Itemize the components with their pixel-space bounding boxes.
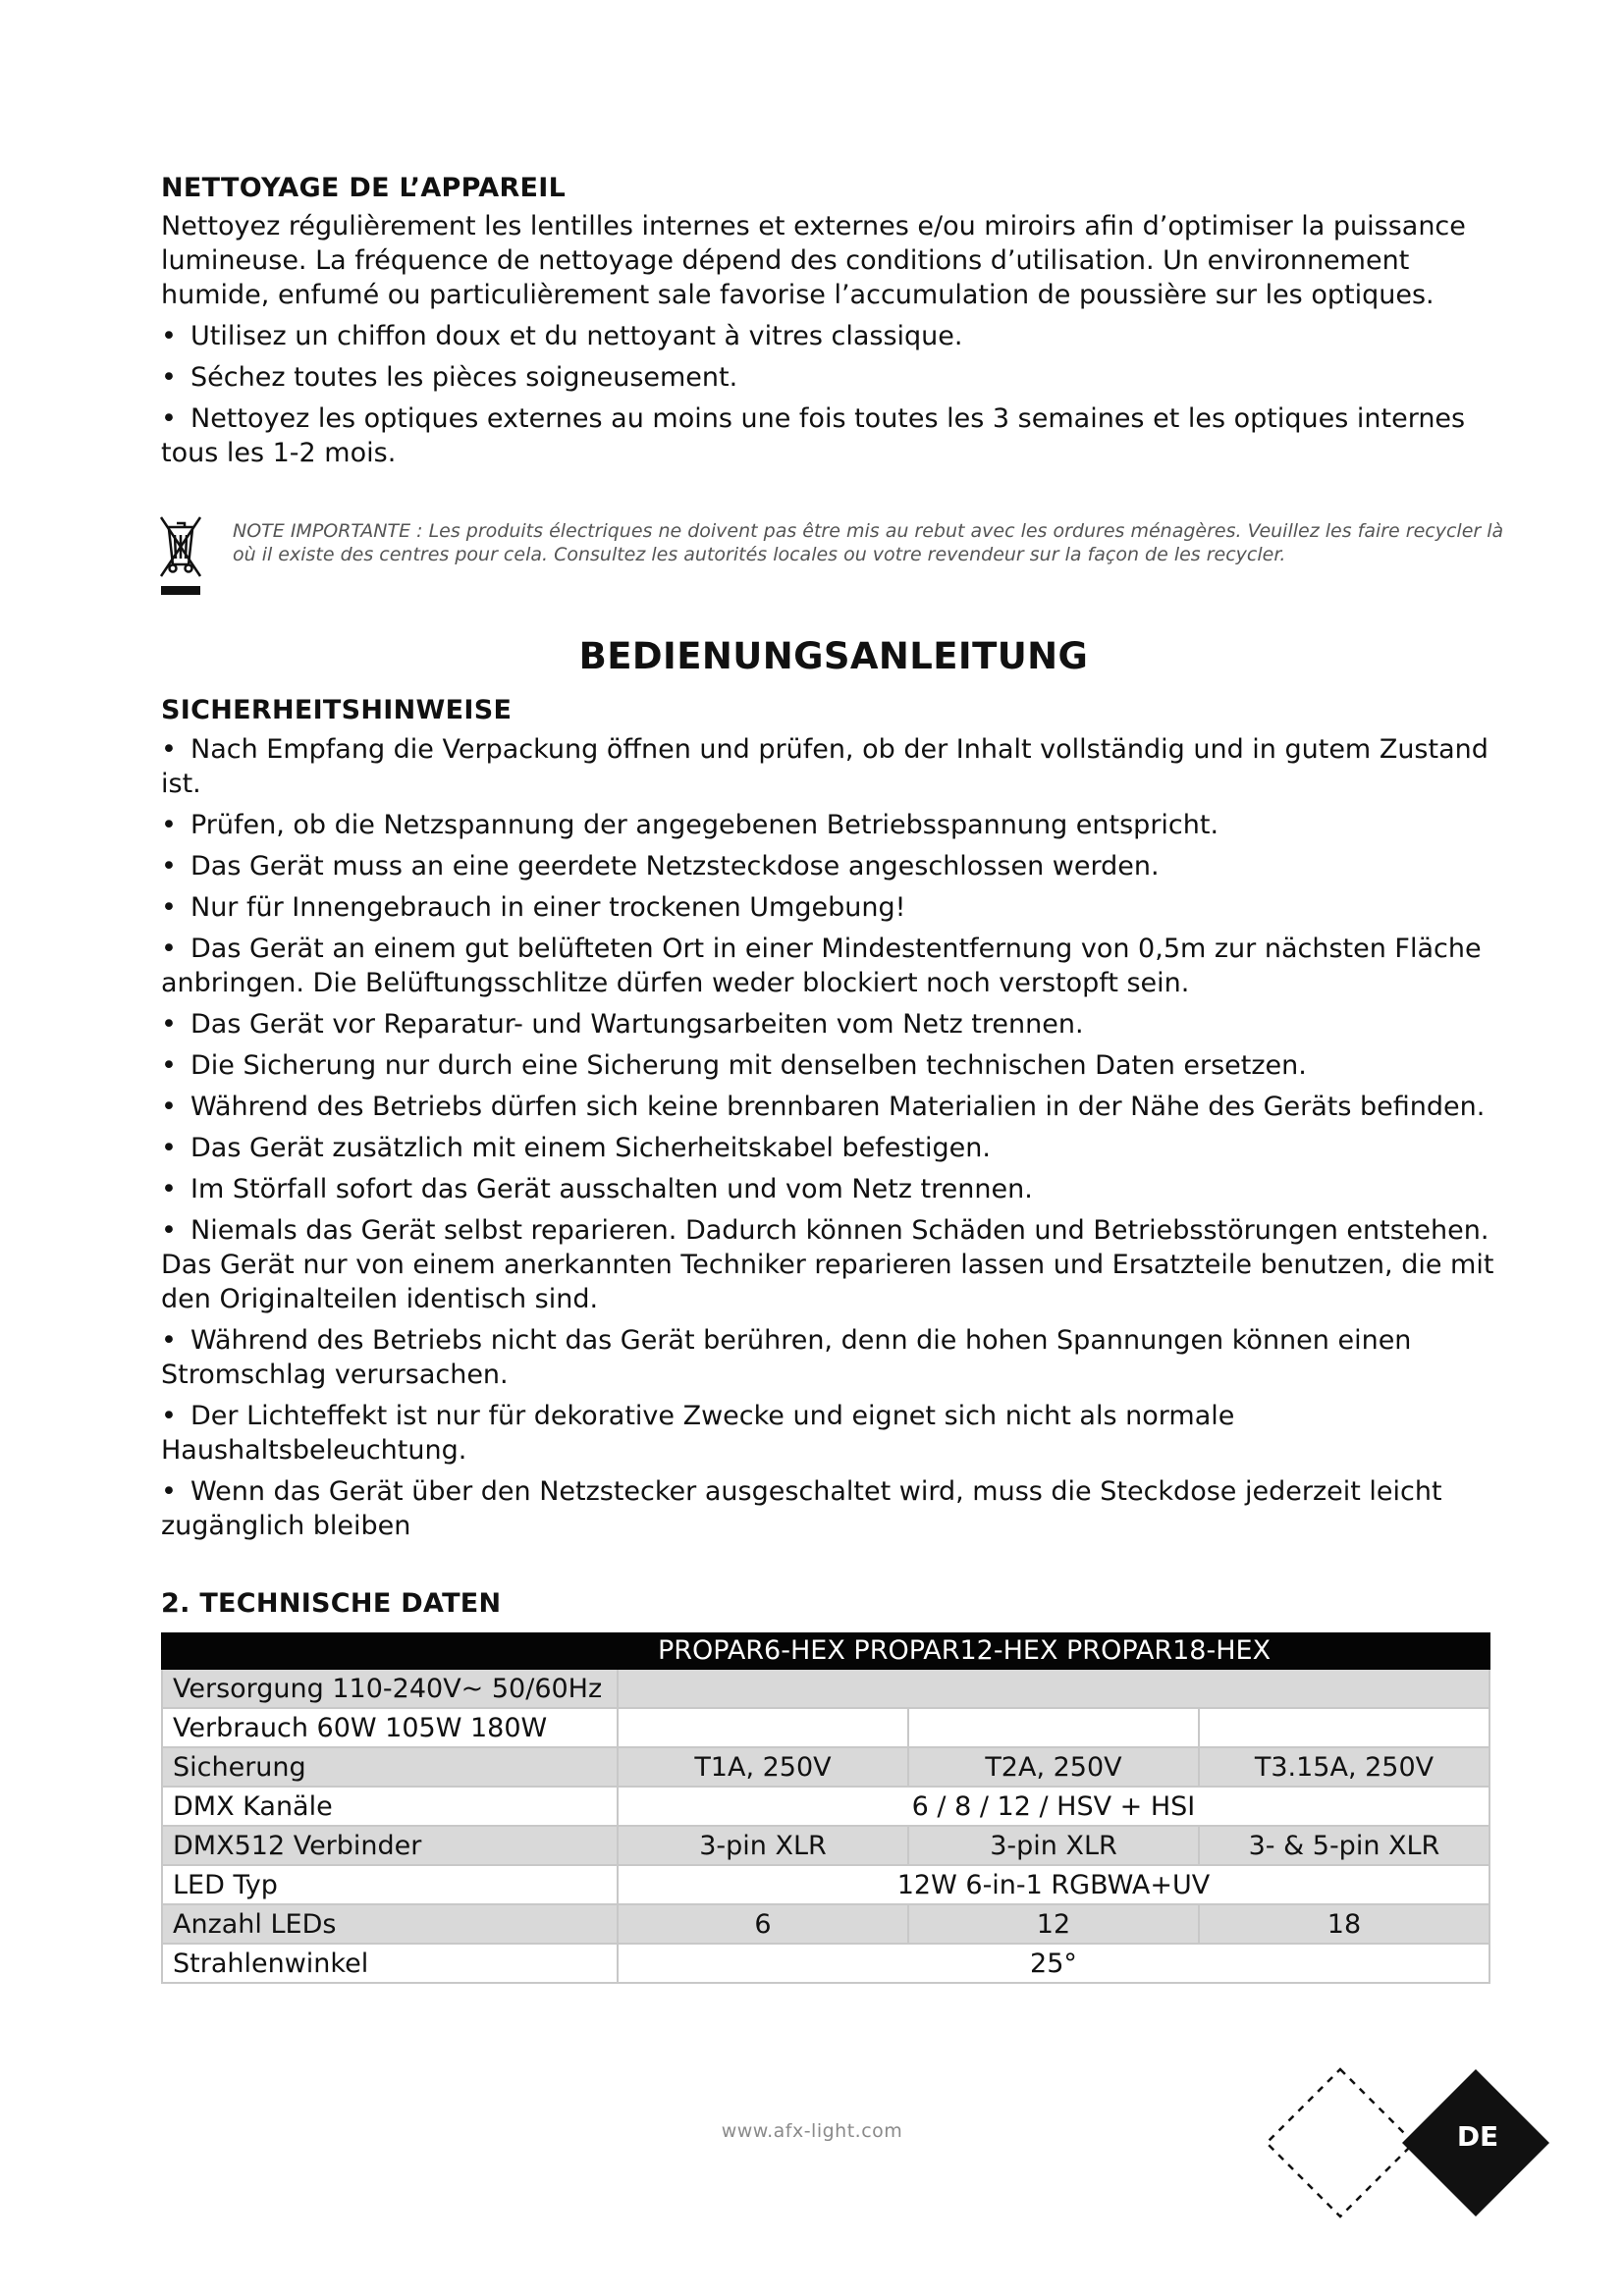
- list-item: • Die Sicherung nur durch eine Sicherung mit denselben technischen Daten ersetzen.: [161, 1050, 1307, 1081]
- list-item: • Nur für Innengebrauch in einer trockenen Umgebung!: [161, 892, 906, 923]
- list-item: • Utilisez un chiffon doux et du nettoyant à vitres classique.: [161, 321, 963, 351]
- weee-bin-icon: [159, 515, 202, 602]
- table-row: Strahlenwinkel 25°: [162, 1944, 1489, 1983]
- list-item: • Nettoyez les optiques externes au moins une fois toutes les 3 semaines et les optiques internes tous les 1-2 mois.: [161, 403, 1466, 468]
- specs-heading: 2. TECHNISCHE DATEN: [161, 1588, 502, 1619]
- list-item: • Das Gerät an einem gut belüfteten Ort in einer Mindestentfernung von 0,5m zur nächsten Fläche anbringen. Die Belüftungsschlitze dürfen weder blockiert noch verstopft sein.: [161, 934, 1482, 998]
- list-item: • Wenn das Gerät über den Netzstecker ausgeschaltet wird, muss die Steckdose jederzeit leicht zugänglich bleiben: [161, 1476, 1442, 1541]
- table-row: Sicherung T1A, 250V T2A, 250V T3.15A, 250V: [162, 1747, 1489, 1787]
- page-title: BEDIENUNGSANLEITUNG: [578, 635, 1089, 677]
- list-item: • Der Lichteffekt ist nur für dekorative Zwecke und eignet sich nicht als normale Haushaltsbeleuchtung.: [161, 1401, 1235, 1466]
- cleaning-list: [161, 319, 1506, 470]
- list-item: • Das Gerät zusätzlich mit einem Sicherheitskabel befestigen.: [161, 1133, 991, 1163]
- specs-table: [161, 1632, 1490, 1984]
- list-item: • Nach Empfang die Verpackung öffnen und prüfen, ob der Inhalt vollständig und in gutem Zustand ist.: [161, 734, 1489, 799]
- recycling-note: [161, 519, 1506, 617]
- cleaning-heading: NETTOYAGE DE L’APPAREIL: [161, 173, 567, 203]
- recycling-note-text: NOTE IMPORTANTE : Les produits électriques ne doivent pas être mis au rebut avec les ordures ménagères. Veuillez les faire recycler là où il existe des centres pour cela. Consultez les autorités locales ou votre revendeur sur la façon de les recycler.: [233, 520, 1504, 565]
- list-item: • Während des Betriebs nicht das Gerät berühren, denn die hohen Spannungen können einen Stromschlag verursachen.: [161, 1325, 1412, 1390]
- table-row: LED Typ 12W 6-in-1 RGBWA+UV: [162, 1865, 1489, 1904]
- footer-url[interactable]: www.afx-light.com: [721, 2120, 903, 2142]
- list-item: • Niemals das Gerät selbst reparieren. Dadurch können Schäden und Betriebsstörungen entstehen. Das Gerät nur von einem anerkannten Techniker reparieren lassen und Ersatzteile benutzen, die mit den Originalteilen identisch sind.: [161, 1215, 1494, 1314]
- list-item: • Prüfen, ob die Netzspannung der angegebenen Betriebsspannung entspricht.: [161, 810, 1219, 840]
- list-item: • Während des Betriebs dürfen sich keine brennbaren Materialien in der Nähe des Geräts befinden.: [161, 1092, 1486, 1122]
- table-row: DMX Kanäle 6 / 8 / 12 / HSV + HSI: [162, 1787, 1489, 1826]
- model-names: PROPAR6-HEX PROPAR12-HEX PROPAR18-HEX: [657, 1635, 1272, 1666]
- table-header-row: [162, 1633, 1489, 1669]
- table-row: Versorgung 110-240V~ 50/60Hz: [162, 1669, 1489, 1708]
- safety-list: [161, 732, 1506, 1543]
- safety-heading: SICHERHEITSHINWEISE: [161, 695, 513, 725]
- table-row: DMX512 Verbinder 3-pin XLR 3-pin XLR 3- & 5-pin XLR: [162, 1826, 1489, 1865]
- cleaning-paragraph: Nettoyez régulièrement les lentilles internes et externes e/ou miroirs afin d’optimiser la puissance lumineuse. La fréquence de nettoyage dépend des conditions d’utilisation. Un environnement humide, enfumé ou particulièrement sale favorise l’accumulation de poussière sur les optiques.: [161, 211, 1466, 310]
- list-item: • Im Störfall sofort das Gerät ausschalten und vom Netz trennen.: [161, 1174, 1033, 1204]
- document-page: [161, 173, 1506, 1984]
- list-item: • Das Gerät muss an eine geerdete Netzsteckdose angeschlossen werden.: [161, 851, 1160, 881]
- table-row: Anzahl LEDs 6 12 18: [162, 1904, 1489, 1944]
- list-item: • Das Gerät vor Reparatur- und Wartungsarbeiten vom Netz trennen.: [161, 1009, 1084, 1040]
- language-label: DE: [1456, 2120, 1499, 2153]
- list-item: • Séchez toutes les pièces soigneusement.: [161, 362, 738, 393]
- table-row: Verbrauch 60W 105W 180W: [162, 1708, 1489, 1747]
- table-header-cell: [618, 1633, 1489, 1669]
